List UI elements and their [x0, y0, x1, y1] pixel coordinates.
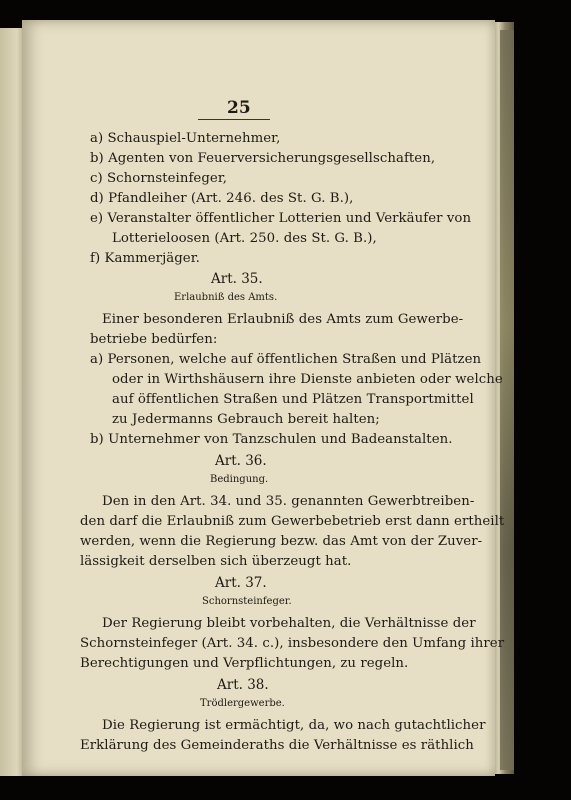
art35-line-3: a) Personen, welche auf öffentlichen Straßen und Plätzen	[90, 352, 482, 367]
art35-line-5: auf öffentlichen Straßen und Plätzen Transportmittel	[112, 392, 474, 407]
art36-line-4: lässigkeit derselben sich überzeugt hat.	[80, 554, 352, 569]
art35-subtitle: Erlaubniß des Amts.	[174, 292, 278, 303]
art38-line-2: Erklärung des Gemeinderaths die Verhältnisse es räthlich	[80, 738, 474, 753]
art35-line-7: b) Unternehmer von Tanzschulen und Badeanstalten.	[90, 432, 453, 447]
list-item-b: b) Agenten von Feuerversicherungsgesellschaften,	[90, 151, 436, 166]
header-rule	[198, 119, 270, 120]
art35-line-2: betriebe bedürfen:	[90, 332, 218, 347]
art37-title: Art. 37.	[215, 575, 267, 591]
book-cover-edge	[500, 30, 514, 770]
list-item-e: e) Veranstalter öffentlicher Lotterien und Verkäufer von	[90, 211, 472, 226]
art36-subtitle: Bedingung.	[210, 474, 269, 485]
art36-line-3: werden, wenn die Regierung bezw. das Amt von der Zuver-	[80, 534, 483, 549]
list-item-d: d) Pfandleiher (Art. 246. des St. G. B.),	[90, 191, 354, 206]
art37-line-3: Berechtigungen und Verpflichtungen, zu regeln.	[80, 656, 409, 671]
art35-line-4: oder in Wirthshäusern ihre Dienste anbieten oder welche	[112, 372, 503, 387]
art35-line-6: zu Jedermanns Gebrauch bereit halten;	[112, 412, 380, 427]
art37-subtitle: Schornsteinfeger.	[202, 596, 292, 607]
list-item-c: c) Schornsteinfeger,	[90, 171, 228, 186]
art38-line-1: Die Regierung ist ermächtigt, da, wo nach gutachtlicher	[102, 718, 486, 733]
art37-line-1: Der Regierung bleibt vorbehalten, die Verhältnisse der	[102, 616, 476, 631]
art38-subtitle: Trödlergewerbe.	[200, 698, 285, 709]
art37-line-2: Schornsteinfeger (Art. 34. c.), insbesondere den Umfang ihrer	[80, 636, 505, 651]
art36-line-1: Den in den Art. 34. und 35. genannten Gewerbtreiben-	[102, 494, 475, 509]
art35-line-1: Einer besonderen Erlaubniß des Amts zum Gewerbe-	[102, 312, 464, 327]
art38-title: Art. 38.	[217, 677, 269, 693]
list-item-f: f) Kammerjäger.	[90, 251, 200, 266]
art35-title: Art. 35.	[211, 271, 263, 287]
list-item-e-cont: Lotterieloosen (Art. 250. des St. G. B.),	[112, 231, 377, 246]
facing-page-edge	[0, 28, 24, 776]
page-number: 25	[227, 98, 251, 118]
art36-line-2: den darf die Erlaubniß zum Gewerbebetrieb erst dann ertheilt	[80, 514, 505, 529]
list-item-a: a) Schauspiel-Unternehmer,	[90, 131, 281, 146]
art36-title: Art. 36.	[215, 453, 267, 469]
book-page	[22, 20, 505, 776]
